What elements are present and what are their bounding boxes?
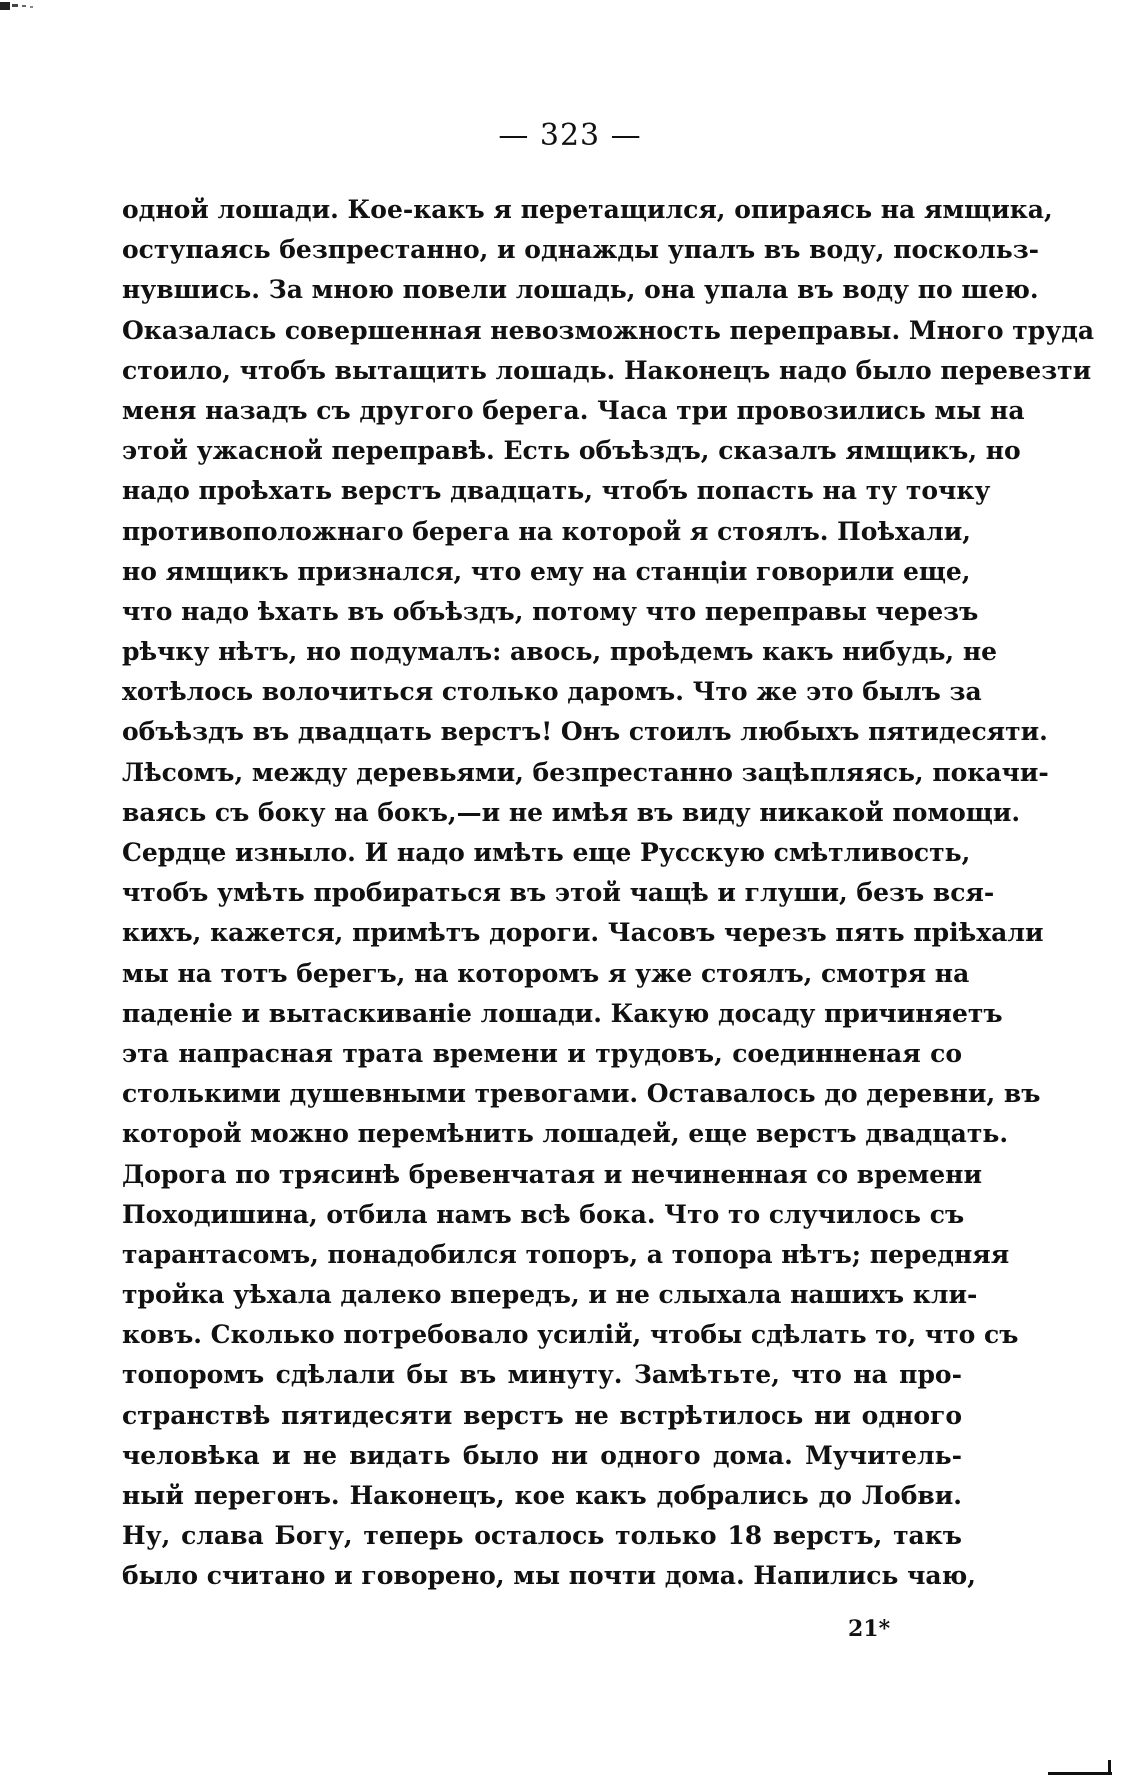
- text-line: кихъ, кажется, примѣтъ дороги. Часовъ черезъ пять пріѣхали: [122, 918, 1044, 948]
- bottom-rule-tick: [1108, 1760, 1111, 1775]
- text-line: стоило, чтобъ вытащить лошадь. Наконецъ надо было перевезти: [122, 355, 1092, 385]
- text-line: чтобъ умѣть пробираться въ этой чащѣ и глуши, безъ вся-: [122, 878, 995, 908]
- text-line: Оказалась совершенная невозможность переправы. Много труда: [122, 315, 1095, 345]
- text-line: столькими душевными тревогами. Оставалось до деревни, въ: [122, 1079, 1041, 1109]
- text-line: которой можно перемѣнить лошадей, еще верстъ двадцать.: [122, 1119, 1009, 1149]
- signature-mark: 21*: [848, 1616, 891, 1642]
- text-line: Походишина, отбила намъ всѣ бока. Что то случилось съ: [122, 1199, 965, 1229]
- text-line: Дорога по трясинѣ бревенчатая и нечиненная со времени: [122, 1159, 983, 1189]
- page-number: — 323 —: [498, 118, 642, 153]
- text-line: Сердце изныло. И надо имѣть еще Русскую смѣтливость,: [122, 838, 971, 867]
- text-line: человѣка и не видать было ни одного дома. Мучитель-: [122, 1440, 962, 1470]
- text-line: ваясь съ боку на бокъ,—и не имѣя въ виду никакой помощи.: [122, 797, 1021, 827]
- text-line: но ямщикъ признался, что ему на станціи говорили еще,: [122, 556, 971, 586]
- text-line: оступаясь безпрестанно, и однажды упалъ въ воду, поскольз-: [122, 235, 1040, 265]
- text-line: меня назадъ съ другого берега. Часа три провозились мы на: [122, 395, 1025, 425]
- text-line: топоромъ сдѣлали бы въ минуту. Замѣтьте, что на про-: [122, 1360, 962, 1390]
- text-line: эта напрасная трата времени и трудовъ, соединненая со: [122, 1038, 962, 1068]
- text-line: ный перегонъ. Наконецъ, кое какъ добрались до Лобви.: [122, 1481, 962, 1510]
- text-line: одной лошади. Кое-какъ я перетащился, опираясь на ямщика,: [122, 195, 1053, 224]
- text-line: было считано и говорено, мы почти дома. Напились чаю,: [122, 1561, 976, 1591]
- text-line: тарантасомъ, понадобился топоръ, а топора нѣтъ; передняя: [122, 1239, 1010, 1269]
- text-line: надо проѣхать верстъ двадцать, чтобъ попасть на ту точку: [122, 476, 991, 506]
- text-line: Лѣсомъ, между деревьями, безпрестанно зацѣпляясь, покачи-: [122, 757, 1049, 787]
- text-line: противоположнаго берега на которой я стоялъ. Поѣхали,: [122, 516, 972, 546]
- text-line: рѣчку нѣтъ, но подумалъ: авось, проѣдемъ какъ нибудь, не: [122, 637, 998, 667]
- scan-corner-mark: [0, 0, 60, 14]
- text-line: тройка уѣхала далеко впередъ, и не слыхала нашихъ кли-: [122, 1280, 978, 1310]
- text-line: что надо ѣхать въ объѣздъ, потому что переправы черезъ: [122, 596, 979, 626]
- text-line: Ну, слава Богу, теперь осталось только 18 верстъ, такъ: [122, 1521, 962, 1551]
- text-line: странствѣ пятидесяти верстъ не встрѣтилось ни одного: [122, 1400, 962, 1430]
- bottom-rule: [1048, 1772, 1112, 1775]
- text-line: мы на тотъ берегъ, на которомъ я уже стоялъ, смотря на: [122, 958, 970, 988]
- text-line: хотѣлось волочиться столько даромъ. Что же это былъ за: [122, 677, 982, 707]
- text-line: нувшись. За мною повели лошадь, она упала въ воду по шею.: [122, 275, 1039, 305]
- text-line: ковъ. Сколько потребовало усилій, чтобы сдѣлать то, что съ: [122, 1320, 1019, 1350]
- body-text: [122, 190, 1095, 1597]
- text-line: объѣздъ въ двадцать верстъ! Онъ стоилъ любыхъ пятидесяти.: [122, 717, 1048, 747]
- text-line: паденіе и вытаскиваніе лошади. Какую досаду причиняетъ: [122, 998, 1003, 1028]
- text-line: этой ужасной переправѣ. Есть объѣздъ, сказалъ ямщикъ, но: [122, 436, 1021, 466]
